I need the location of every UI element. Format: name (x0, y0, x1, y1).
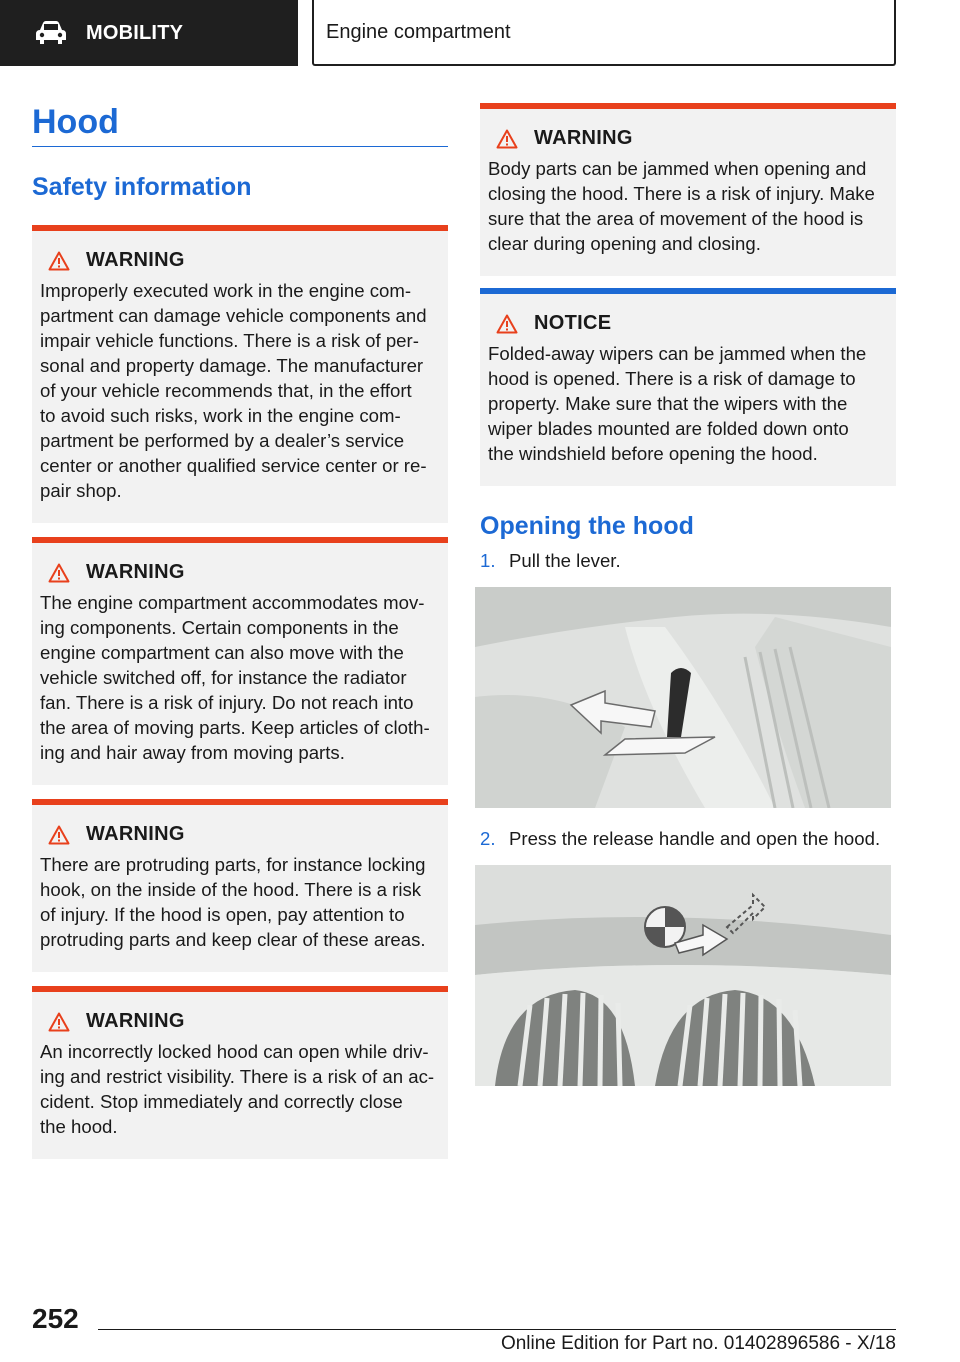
warning-header (48, 823, 440, 846)
step-text: Pull the lever. (509, 550, 621, 571)
warning-triangle-icon (48, 251, 70, 271)
warning-text: The engine compartment accommodates mov- ing components. Certain components in the engine compartment can also move with the vehicle switched off, for instance the radiator fan. There is a risk of injury. Do not reach into the area of moving parts. Keep articles of cloth- ing and hair away from moving parts. (40, 592, 430, 763)
warning-header (48, 1010, 440, 1033)
notice-title: NOTICE (534, 312, 612, 334)
warning-title: WARNING (86, 561, 185, 583)
notice-triangle-icon (496, 314, 518, 334)
page-footer (0, 1295, 960, 1362)
chapter-title-box (312, 0, 896, 66)
warning-triangle-icon (48, 1012, 70, 1032)
section-label: MOBILITY (86, 21, 184, 44)
warning-triangle-icon (48, 563, 70, 583)
page-number: 252 (32, 1303, 79, 1334)
warning-box (480, 103, 896, 276)
step-item (480, 826, 896, 851)
opening-heading: Opening the hood (480, 512, 694, 540)
hood-lever-image (475, 587, 891, 808)
footer-divider (98, 1329, 896, 1330)
warning-text: There are protruding parts, for instance locking hook, on the inside of the hood. There is a risk of injury. If the hood is open, pay attention to protruding parts and keep clear of these areas. (40, 854, 426, 950)
right-column (480, 100, 896, 1086)
section-tab (0, 0, 298, 66)
warning-triangle-icon (48, 825, 70, 845)
page-header (0, 0, 960, 66)
warning-box (32, 537, 448, 785)
lever-illustration (475, 587, 891, 808)
notice-text: Folded-away wipers can be jammed when the hood is opened. There is a risk of damage to property. Make sure that the wipers with the wiper blades mounted are folded down onto the windshield before opening the hood. (488, 343, 867, 464)
warning-box (32, 225, 448, 523)
warning-header (496, 127, 888, 150)
step-item (480, 548, 896, 573)
safety-heading: Safety information (32, 173, 252, 201)
notice-box (480, 288, 896, 486)
car-icon (34, 20, 68, 46)
step-text: Press the release handle and open the hood. (509, 828, 881, 849)
chapter-title: Engine compartment (326, 20, 511, 43)
warning-triangle-icon (496, 129, 518, 149)
notice-header (496, 312, 888, 335)
left-column (32, 100, 448, 1159)
step-number: 2. (480, 828, 496, 849)
warning-box (32, 986, 448, 1159)
warning-box (32, 799, 448, 972)
warning-title: WARNING (86, 1010, 185, 1032)
warning-header (48, 249, 440, 272)
warning-text: An incorrectly locked hood can open while driv- ing and restrict visibility. There is a risk of an ac- cident. Stop immediately and correctly close the hood. (40, 1041, 435, 1137)
warning-title: WARNING (86, 823, 185, 845)
warning-title: WARNING (86, 249, 185, 271)
page-title: Hood (32, 100, 448, 147)
warning-text: Body parts can be jammed when opening and closing the hood. There is a risk of injury. Make sure that the area of movement of the hood is clear during opening and closing. (488, 158, 875, 254)
step-number: 1. (480, 550, 496, 571)
release-illustration (475, 865, 891, 1086)
warning-text: Improperly executed work in the engine com- partment can damage vehicle components and impair vehicle functions. There is a risk of per- sonal and property damage. The manufacturer of your vehicle recommends that, in the effort to avoid such risks, work in the engine com- partment be performed by a dealer’s service center or another qualified service center or re- pair shop. (40, 280, 427, 501)
warning-title: WARNING (534, 127, 633, 149)
edition-text: Online Edition for Part no. 01402896586 - X/18 (500, 1333, 896, 1354)
warning-header (48, 561, 440, 584)
hood-release-image (475, 865, 891, 1086)
